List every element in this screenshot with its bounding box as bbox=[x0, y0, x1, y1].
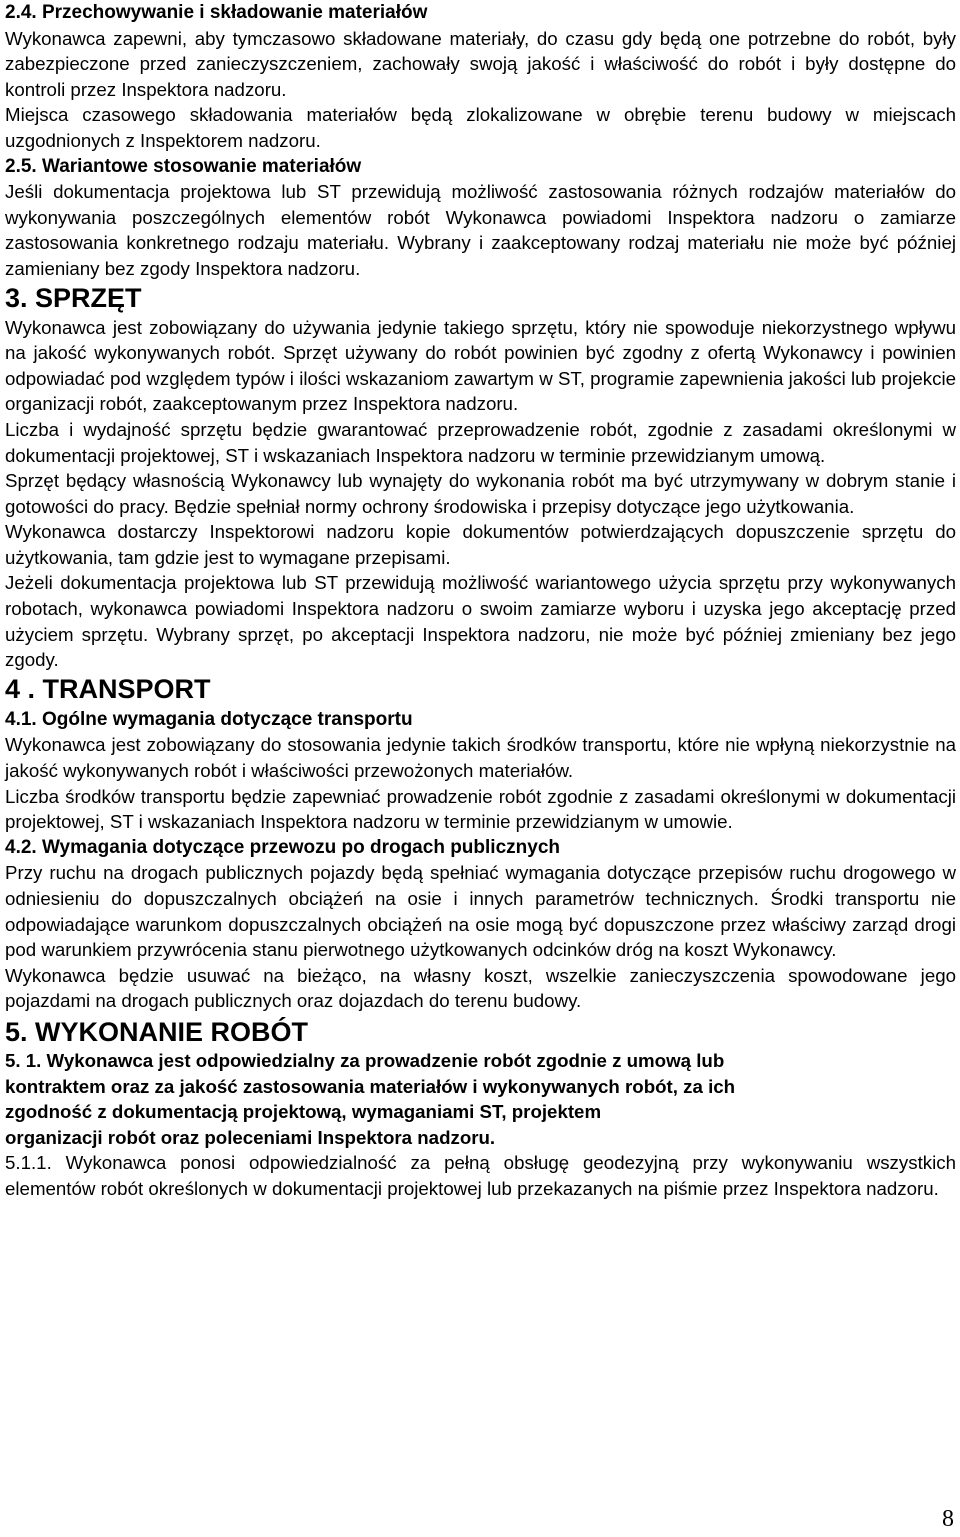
clause-5-1-line: 5. 1. Wykonawca jest odpowiedzialny za prowadzenie robót zgodnie z umową lub bbox=[5, 1049, 725, 1071]
section-heading-4: 4 . TRANSPORT bbox=[5, 673, 211, 704]
paragraph: Przy ruchu na drogach publicznych pojazdy będą spełniać wymagania dotyczące przepisów ruchu drogowego w odniesieniu do dopuszczalnych obciążeń na osie i innych parametrów technicznych. Środki transportu nie odpowiadające warunkom dopuszczalnych obciążeń na osie mogą być dopuszczone przez właściwy zarząd drogi pod warunkiem przywrócenia stanu pierwotnego użytkowanych odcinków dróg na koszt Wykonawcy. bbox=[5, 862, 956, 961]
paragraph: Wykonawca jest zobowiązany do używania jedynie takiego sprzętu, który nie spowoduje niekorzystnego wpływu na jakość wykonywanych robót. Sprzęt używany do robót powinien być zgodny z ofertą Wykonawcy i powinien odpowiadać pod względem typów i ilości wskazaniom zawartym w ST, programie zapewnienia jakości lub projekcie organizacji robót, zaakceptowanym przez Inspektora nadzoru. bbox=[5, 316, 956, 415]
paragraph: Liczba i wydajność sprzętu będzie gwarantować przeprowadzenie robót, zgodnie z zasadami określonymi w dokumentacji projektowej, ST i wskazaniach Inspektora nadzoru w terminie przewidzianym umową. bbox=[5, 418, 956, 466]
paragraph: Wykonawca dostarczy Inspektorowi nadzoru kopie dokumentów potwierdzających dopuszczenie sprzętu do użytkowania, tam gdzie jest to wymagane przepisami. bbox=[5, 521, 956, 568]
paragraph: Sprzęt będący własnością Wykonawcy lub wynajęty do wykonania robót ma być utrzymywany w dobrym stanie i gotowości do pracy. Będzie spełniał normy ochrony środowiska i przepisy dotyczące jego użytkowania. bbox=[5, 470, 956, 517]
paragraph: 5.1.1. Wykonawca ponosi odpowiedzialność za pełną obsługę geodezyjną przy wykonywaniu wszystkich elementów robót określonych w dokumentacji projektowej lub przekazanych na piśmie przez Inspektora nadzoru. bbox=[5, 1152, 956, 1199]
clause-5-1-line: kontraktem oraz za jakość zastosowania materiałów i wykonywanych robót, za ich bbox=[5, 1075, 736, 1097]
paragraph: Wykonawca zapewni, aby tymczasowo składowane materiały, do czasu gdy będą one potrzebne do robót, były zabezpieczone przed zanieczyszczeniem, zachowały swoją jakość i właściwość do robót i były dostępne do kontroli przez Inspektora nadzoru. bbox=[5, 27, 956, 100]
paragraph: Wykonawca jest zobowiązany do stosowania jedynie takich środków transportu, które nie wpłyną niekorzystnie na jakość wykonywanych robót i właściwości przewożonych materiałów. bbox=[5, 734, 956, 782]
paragraph: Miejsca czasowego składowania materiałów będą zlokalizowane w obrębie terenu budowy w miejscach uzgodnionych z Inspektorem nadzoru. bbox=[5, 104, 956, 151]
document-body bbox=[5, 0, 956, 1202]
paragraph: Liczba środków transportu będzie zapewniać prowadzenie robót zgodnie z zasadami określonymi w dokumentacji projektowej, ST i wskazaniach Inspektora nadzoru w terminie przewidzianym w umowie. bbox=[5, 785, 956, 833]
section-heading-5: 5. WYKONANIE ROBÓT bbox=[5, 1016, 309, 1047]
paragraph: Wykonawca będzie usuwać na bieżąco, na własny koszt, wszelkie zanieczyszczenia spowodowane jego pojazdami na drogach publicznych oraz dojazdach do terenu budowy. bbox=[5, 964, 956, 1012]
section-heading-4-2: 4.2. Wymagania dotyczące przewozu po drogach publicznych bbox=[5, 836, 560, 858]
section-heading-3: 3. SPRZĘT bbox=[5, 282, 142, 313]
page-number: 8 bbox=[942, 1506, 954, 1532]
clause-5-1-line: zgodność z dokumentacją projektową, wymaganiami ST, projektem bbox=[5, 1101, 602, 1123]
paragraph: Jeżeli dokumentacja projektowa lub ST przewidują możliwość wariantowego użycia sprzętu przy wykonywanych robotach, wykonawca powiadomi Inspektora nadzoru o swoim zamiarze wyboru i uzyska jego akceptację przed użyciem sprzętu. Wybrany sprzęt, po akceptacji Inspektora nadzoru, nie może być później zmieniany bez jego zgody. bbox=[5, 572, 956, 671]
clause-5-1-line: organizacji robót oraz poleceniami Inspektora nadzoru. bbox=[5, 1126, 496, 1148]
section-heading-2-5: 2.5. Wariantowe stosowanie materiałów bbox=[5, 155, 362, 177]
section-heading-4-1: 4.1. Ogólne wymagania dotyczące transportu bbox=[5, 708, 413, 730]
section-heading-2-4: 2.4. Przechowywanie i składowanie materiałów bbox=[5, 2, 428, 23]
paragraph: Jeśli dokumentacja projektowa lub ST przewidują możliwość zastosowania różnych rodzajów materiałów do wykonywania poszczególnych elementów robót Wykonawca powiadomi Inspektora nadzoru o zamiarze zastosowania konkretnego rodzaju materiału. Wybrany i zaakceptowany rodzaj materiału nie może być później zamieniany bez zgody Inspektora nadzoru. bbox=[5, 181, 956, 279]
